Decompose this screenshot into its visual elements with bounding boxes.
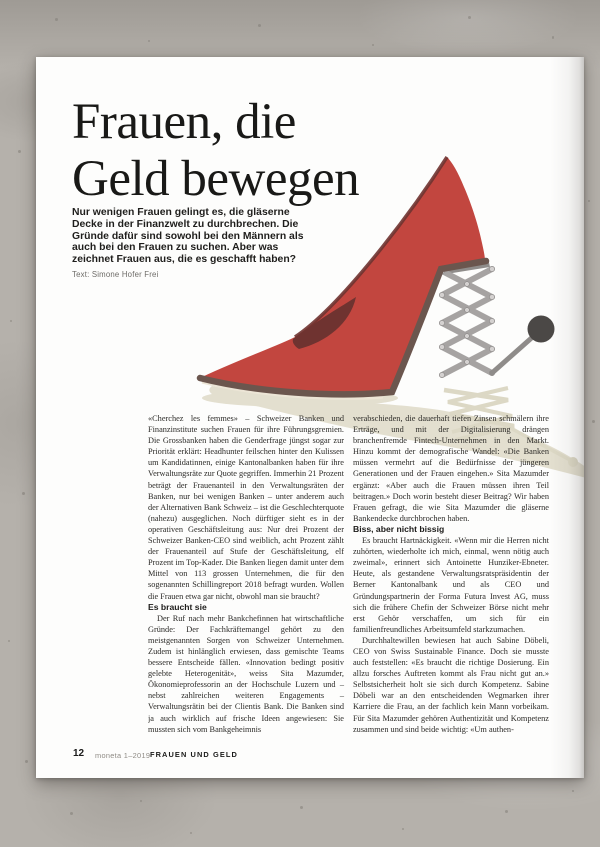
magazine-issue: moneta 1–2019	[95, 750, 151, 760]
body-paragraph: Es braucht Hartnäckigkeit. «Wenn mir die Herren nicht zuhörten, wiederholte ich mich, einmal, wenn nötig auch zweimal», erinnert sich Antoinette Hunziker-Ebneter. Heute, als gestandene Verwaltungsratspräsidentin der Berner Kantonalbank und als CEO und Gründungspartnerin der Forma Futura Invest AG, muss sich die frühere Chefin der Schweizer Börse nicht mehr erst Gehör verschaffen, um sich für ein familienfreundliches Arbeitsumfeld starkzumachen.	[353, 536, 549, 634]
article-column-left	[148, 413, 344, 751]
intro-paragraph: Nur wenigen Frauen gelingt es, die gläserne Decke in der Finanzwelt zu durchbrechen. Die Gründe dafür sind sowohl bei den Männern als auch bei den Frauen zu suchen. Aber was zeichnet Frauen aus, die es geschafft haben?	[72, 207, 304, 266]
body-paragraph: verabschieden, die dauerhaft tiefen Zinsen schmälern ihre Erträge, und mit der Digitalisierung drängen branchenfremde Fintech-Unternehmen in den Markt. Hinzu kommt der demografische Wandel: «Die Banken müssen vermehrt auf die Bedürfnisse der jüngeren Generationen und der Frauen eingehen.» Sita Mazumder ergänzt: «Aber auch die Frauen müssen ihren Teil beitragen.» Doch worin besteht dieser Beitrag? Wir haben Frauen gefragt, die wie Sita Mazumder die gläserne Bankendecke durchbrochen haben.	[353, 414, 549, 523]
byline: Text: Simone Hofer Frei	[72, 270, 159, 279]
subhead-biss-aber-nicht-bissig: Biss, aber nicht bissig	[353, 523, 445, 534]
page-title	[72, 94, 359, 208]
page-number: 12	[73, 748, 85, 759]
page-title-line2: Geld bewegen	[72, 151, 360, 207]
body-paragraph: «Cherchez les femmes» – Schweizer Banken und Finanzinstitute suchen Frauen für ihre Führungsgremien. Die Grossbanken haben die Genderfrage jüngst sogar zur Priorität erklärt: Headhunter feilschen hinter den Kulissen um Kandidatinnen, einige Kantonalbanken haben für ihre Verwaltungsräte zur Quote gegriffen. Immerhin 21 Prozent beträgt der Frauenanteil in den Verwaltungsräten der Banken, nur bei wenigen Banken – unter anderem auch der Alternativen Bank Schweiz – ist die Geschlechterquote (nahezu) ausgeglichen. Noch dürftiger sieht es in der operativen Geschäftsleitung aus: Nur drei Prozent der Schweizer Banken-CEO sind weiblich, acht Prozent zählt der Frauenanteil auf Stufe der Geschäftsleitung, elf Prozent im Top-Kader. Die Banken liegen damit unter dem Mittel von 113 grossen Unternehmen, die für den sogenannten Schillingreport 2018 befragt wurden. Wollen die Frauen etwa gar nicht, obwohl man sie braucht?	[148, 414, 344, 601]
article-body	[148, 413, 550, 751]
crank-knob	[528, 316, 555, 343]
subhead-es-braucht-sie: Es braucht sie	[148, 601, 207, 612]
page-footer	[36, 745, 584, 765]
page-title-line1: Frauen, die	[72, 94, 296, 150]
article-column-right	[353, 413, 549, 751]
section-label: FRAUEN UND GELD	[150, 750, 238, 759]
body-paragraph: Durchhaltewillen bewiesen hat auch Sabine Döbeli, CEO von Swiss Sustainable Finance. Doch sie musste auch feststellen: «Es braucht die richtige Dosierung. Ein allzu forsches Auftreten kommt als Frau nicht gut an.» Selbstsicherheit holt sie sich durch Kompetenz. Sabine Döbeli war an den entscheidenden Wegmarken ihrer Karriere die Frau, an der fachlich kein Mann vorbeikam. Für Sita Mazumder gehören Authentizität und Kompetenz zusammen und sind beide wichtig: «Um authen-	[353, 635, 549, 734]
body-paragraph: Der Ruf nach mehr Bankchefinnen hat wirtschaftliche Gründe: Der Fachkräftemangel gehört zu den meistgenannten Sorgen von Schweizer Unternehmen. Zudem ist hinlänglich erwiesen, dass gemischte Teams bessere Entscheide fällen. «Innovation bedingt positiv gelebte Heterogenität», weiss Sita Mazumder, Ökonomieprofessorin an der Hochschule Luzern und – nebst zahlreichen weiteren Engagements – Verwaltungsrätin bei der Clientis Bank. Die Banken sind ja auch wirklich auf frische Ideen angewiesen: Sie mussten sich vom Bankgeheimnis	[148, 613, 344, 734]
magazine-page	[36, 57, 584, 778]
scissor-jack	[438, 258, 495, 378]
crank-handle	[492, 316, 555, 374]
